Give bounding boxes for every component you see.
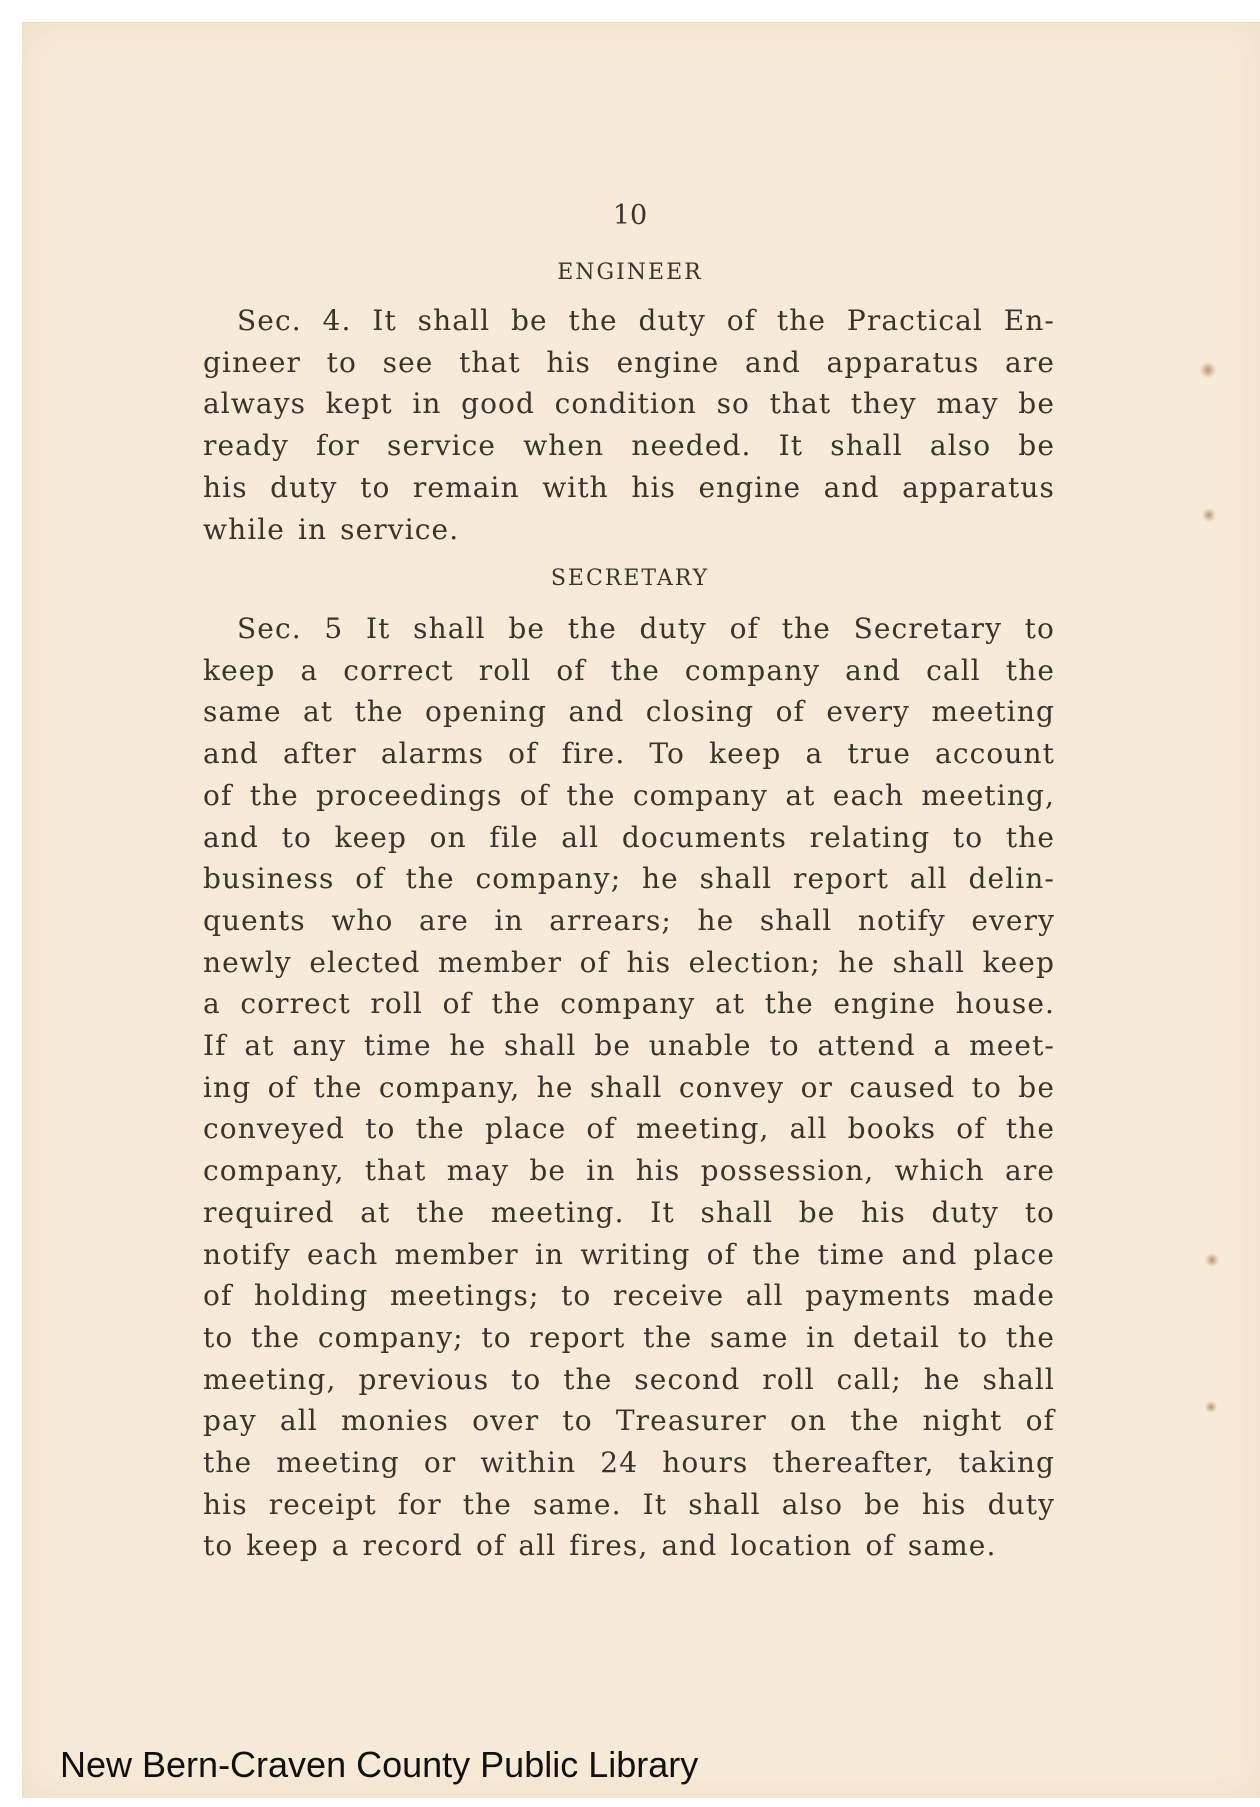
text-line: keep a correct roll of the company and call the [203, 653, 1055, 687]
text-line: business of the company; he shall report all delin- [203, 862, 1055, 896]
text-line: gineer to see that his engine and apparatus are [203, 345, 1055, 379]
text-line: pay all monies over to Treasurer on the night of [203, 1404, 1055, 1438]
section-heading-engineer: ENGINEER [557, 260, 703, 285]
section-body-engineer [203, 300, 1055, 550]
section-body-secretary [203, 608, 1055, 1567]
text-line: his duty to remain with his engine and apparatus [203, 470, 1055, 504]
text-line: the meeting or within 24 hours thereafter, taking [203, 1446, 1055, 1480]
text-line: to keep a record of all fires, and location of same. [203, 1529, 997, 1563]
text-line: of the proceedings of the company at each meeting, [203, 778, 1055, 812]
text-line: always kept in good condition so that they may be [203, 387, 1055, 421]
foxing-spot [1202, 508, 1216, 522]
text-line: conveyed to the place of meeting, all books of the [203, 1112, 1055, 1146]
foxing-spot [1205, 1253, 1219, 1267]
library-watermark: New Bern-Craven County Public Library [60, 1744, 699, 1785]
text-line: ing of the company, he shall convey or caused to be [203, 1070, 1055, 1104]
text-line: newly elected member of his election; he shall keep [203, 945, 1055, 979]
text-line: same at the opening and closing of every meeting [203, 695, 1055, 729]
page-number: 10 [612, 200, 648, 231]
text-line: required at the meeting. It shall be his duty to [203, 1195, 1055, 1229]
text-line: to the company; to report the same in detail to the [203, 1320, 1055, 1354]
text-line: notify each member in writing of the time and place [203, 1237, 1055, 1271]
foxing-spot [1205, 1401, 1217, 1413]
text-line: a correct roll of the company at the engine house. [203, 987, 1055, 1021]
text-line: and to keep on file all documents relating to the [203, 820, 1055, 854]
text-line: his receipt for the same. It shall also be his duty [203, 1487, 1055, 1521]
text-line: while in service. [203, 512, 460, 546]
text-line: company, that may be in his possession, which are [203, 1154, 1055, 1188]
text-line: and after alarms of fire. To keep a true account [203, 737, 1055, 771]
text-line: quents who are in arrears; he shall notify every [203, 903, 1055, 937]
section-heading-secretary: SECRETARY [550, 566, 710, 591]
foxing-spot [1200, 362, 1216, 378]
text-line: meeting, previous to the second roll call; he shall [203, 1362, 1055, 1396]
text-line: Sec. 4. It shall be the duty of the Practical En- [237, 304, 1055, 337]
text-line: ready for service when needed. It shall also be [203, 429, 1055, 463]
text-line: of holding meetings; to receive all payments made [203, 1279, 1055, 1313]
text-line: If at any time he shall be unable to attend a meet- [203, 1029, 1055, 1063]
text-line: Sec. 5 It shall be the duty of the Secretary to [237, 612, 1055, 645]
